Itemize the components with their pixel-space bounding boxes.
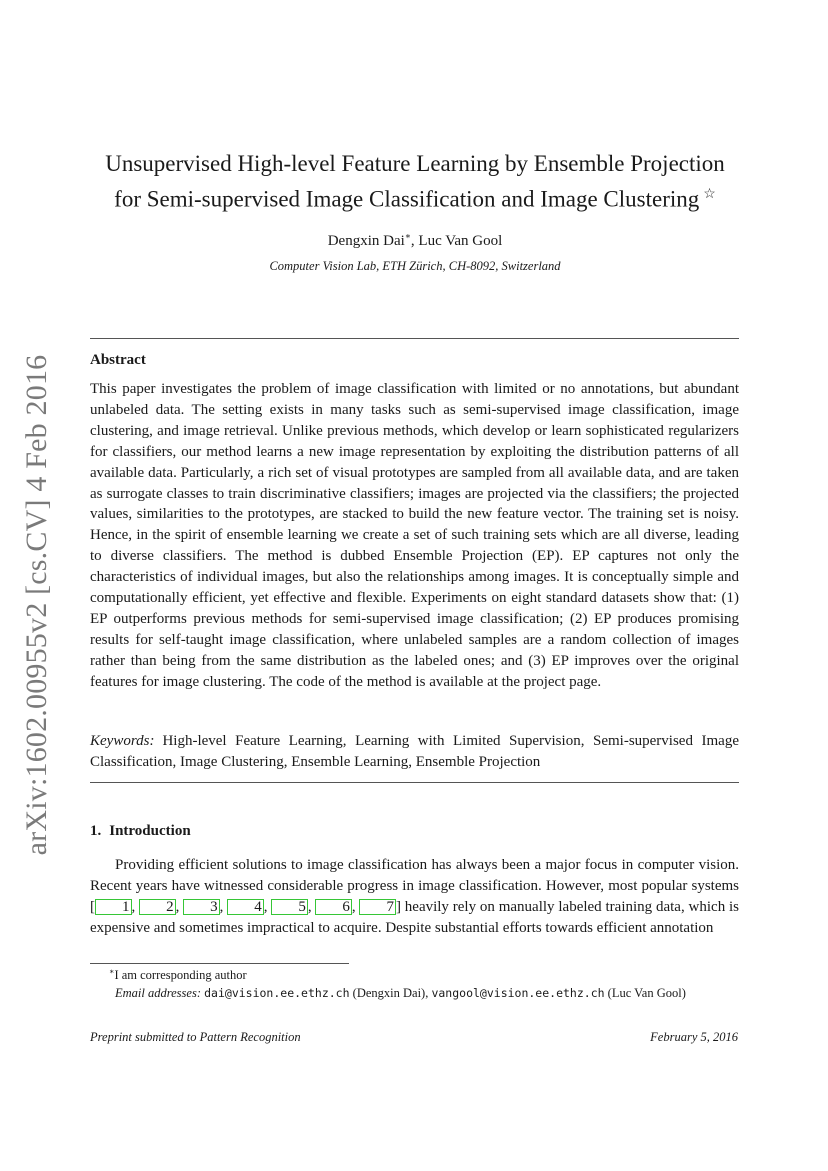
email-link-dai[interactable]: dai@vision.ee.ethz.ch <box>204 986 350 1000</box>
citation-link-7[interactable]: 7 <box>359 899 396 915</box>
email-owner-vangool: (Luc Van Gool) <box>604 986 686 1000</box>
arxiv-identifier-text: arXiv:1602.00955v2 [cs.CV] 4 Feb 2016 <box>20 354 53 856</box>
footnote-corresponding <box>109 967 247 983</box>
affiliation: Computer Vision Lab, ETH Zürich, CH-8092, Switzerland <box>269 259 561 273</box>
section-title: Introduction <box>109 823 191 839</box>
footnote-corresponding-text: I am corresponding author <box>114 968 247 983</box>
title-line-2-text: for Semi-supervised Image Classification and Image Clustering <box>114 186 700 212</box>
author-van-gool: Luc Van Gool <box>418 233 503 249</box>
intro-text-before: Providing efficient solutions to image classification has always been a major focus in computer vision. Recent years have witnessed considerable progress in image classification. However, most popular systems [ <box>90 857 739 915</box>
keywords <box>90 731 739 773</box>
author-dai: Dengxin Dai <box>327 233 405 249</box>
intro-text-after: ] heavily rely on manually labeled training data, which is expensive and sometimes impractical to acquire. Despite substantial efforts towards efficient annotation <box>90 899 740 936</box>
corresponding-author-mark: ∗ <box>404 231 411 241</box>
star-footnote-icon: ☆ <box>703 187 716 202</box>
email-label: Email addresses: <box>115 986 201 1000</box>
introduction-paragraph: Providing efficient solutions to image classification has always been a major focus in computer vision. Recent years have witnessed considerable progress in image classification. However, most popular systems [ 1 , 2 , 3 , 4 , 5 , 6 , 7 ] heavily rely on manually labeled training data, which is expensive and sometimes impractical to acquire. Despite substantial efforts towards efficient annotation <box>90 857 740 936</box>
citation-link-3[interactable]: 3 <box>183 899 220 915</box>
title-line-1: Unsupervised High-level Feature Learning by Ensemble Projection <box>105 151 725 176</box>
footnote-mark: ∗ <box>109 967 115 976</box>
keywords-text: High-level Feature Learning, Learning with Limited Supervision, Semi-supervised Image Classification, Image Clustering, Ensemble Learning, Ensemble Projection <box>90 733 739 770</box>
author-separator: , <box>410 233 419 249</box>
email-link-vangool[interactable]: vangool@vision.ee.ethz.ch <box>431 986 605 1000</box>
footnote-emails <box>90 985 739 1002</box>
keywords-label: Keywords: <box>90 733 155 749</box>
citation-link-1[interactable]: 1 <box>95 899 132 915</box>
abstract-heading: Abstract <box>90 352 146 368</box>
footnote-rule <box>90 963 349 964</box>
citation-link-6[interactable]: 6 <box>315 899 352 915</box>
footer-date: February 5, 2016 <box>650 1030 738 1044</box>
paper-title <box>70 148 760 215</box>
footer-preprint-note: Preprint submitted to Pattern Recognition <box>90 1030 301 1044</box>
abstract-bottom-rule <box>90 782 739 783</box>
section-heading-introduction <box>90 823 191 840</box>
abstract-top-rule <box>90 338 739 339</box>
citation-link-4[interactable]: 4 <box>227 899 264 915</box>
citation-link-5[interactable]: 5 <box>271 899 308 915</box>
section-number: 1. <box>90 823 102 839</box>
abstract-text: This paper investigates the problem of image classification with limited or no annotations, but abundant unlabeled data. The setting exists in many tasks such as semi-supervised image classification, image clustering, and image retrieval. Unlike previous methods, which develop or learn sophisticated regularizers for classifiers, our method learns a new image representation by exploiting the distribution patterns of all available data. Particularly, a rich set of visual prototypes are sampled from all available data, and are taken as surrogate classes to train discriminative classifiers; images are projected via the classifiers; the projected values, similarities to the prototypes, are stacked to build the new feature vector. The training set is noisy. Hence, in the spirit of ensemble learning we create a set of such training sets which are all diverse, leading to diverse classifiers. The method is dubbed Ensemble Projection (EP). EP captures not only the characteristics of individual images, but also the relationships among images. It is conceptually simple and computationally efficient, yet effective and flexible. Experiments on eight standard datasets show that: (1) EP outperforms previous methods for semi-supervised image classification; (2) EP produces promising results for self-taught image classification, where unlabeled samples are a random collection of images rather than being from the same distribution as the labeled ones; and (3) EP improves over the original features for image clustering. The code of the method is available at the project page. <box>90 381 739 690</box>
citation-link-2[interactable]: 2 <box>139 899 176 915</box>
author-list <box>70 231 760 250</box>
title-line-2 <box>70 179 760 215</box>
email-owner-dai: (Dengxin Dai), <box>349 986 432 1000</box>
